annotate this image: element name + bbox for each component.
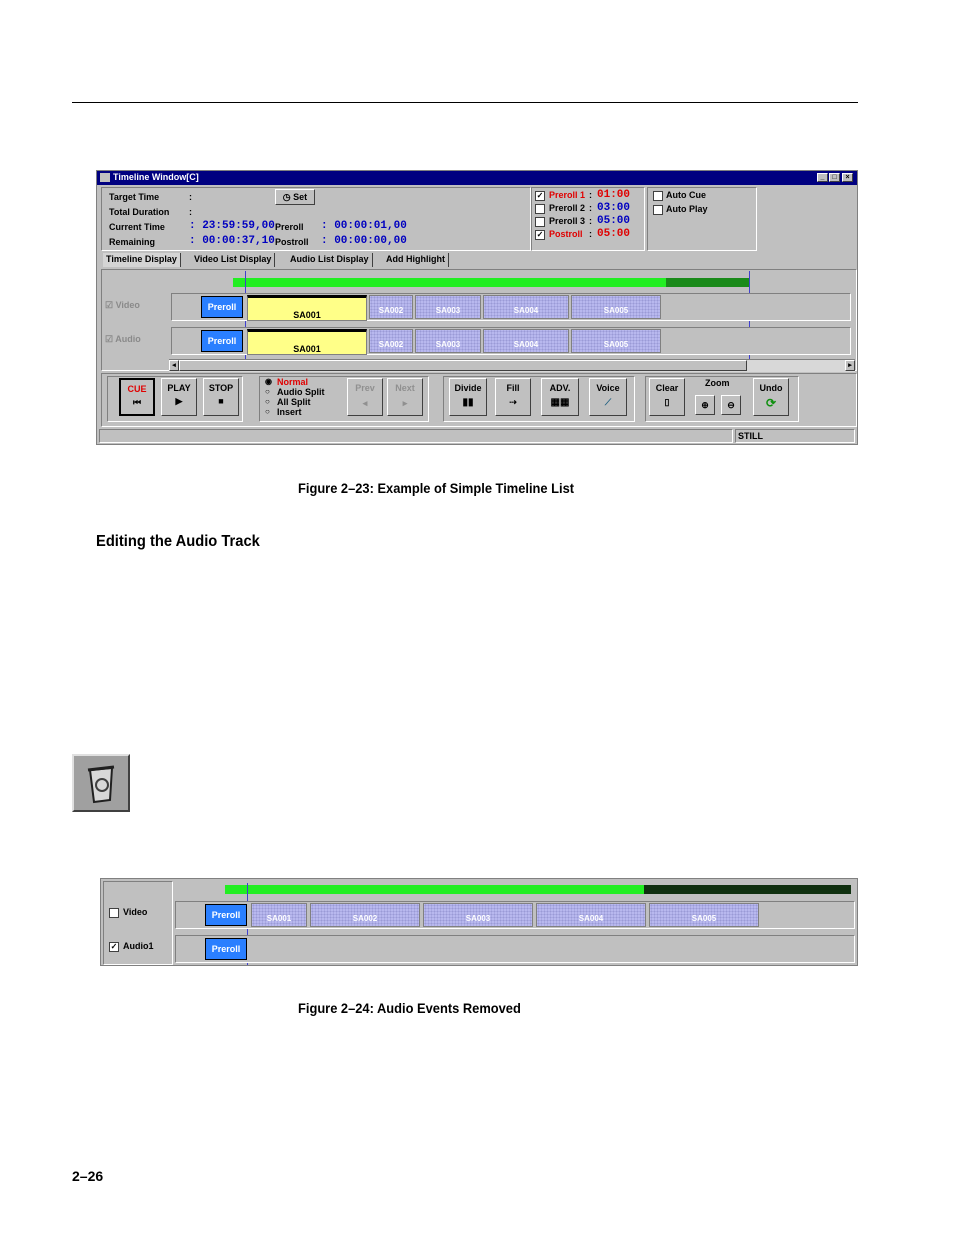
microphone-icon: ⟋ [604, 397, 612, 407]
undo-label: Undo [759, 383, 783, 393]
preroll-option-label: Preroll 3 [549, 216, 586, 226]
next-button[interactable] [387, 378, 423, 416]
clip-block[interactable]: SA004 [483, 295, 569, 319]
adv-button[interactable] [541, 378, 579, 416]
clip-block[interactable]: SA001 [251, 903, 307, 927]
app-icon [100, 173, 110, 182]
preroll-label: Preroll [275, 222, 304, 232]
scroll-thumb[interactable] [179, 360, 747, 371]
postroll-text: 00:00:00,00 [334, 235, 407, 247]
next-icon: ▸ [402, 398, 408, 408]
audio-events-removed-figure [100, 878, 858, 966]
skip-back-icon: ⏮ [132, 397, 142, 407]
clip-block[interactable]: SA003 [415, 295, 481, 319]
remaining-text: 00:00:37,10 [202, 235, 275, 247]
current-time-text: 23:59:59,00 [202, 220, 275, 232]
colon: : [589, 190, 592, 200]
preroll-checkbox[interactable]: ✓ [536, 191, 544, 200]
horizontal-scrollbar[interactable] [169, 359, 855, 372]
clip-block[interactable]: SA002 [369, 295, 413, 319]
tab-video-list-display[interactable]: Video List Display [191, 253, 275, 267]
progress-track [233, 278, 749, 287]
radio-icon[interactable]: ○ [265, 397, 270, 406]
set-button-label: Set [293, 192, 308, 202]
track-checkbox[interactable]: ✓ [110, 942, 118, 951]
colon: : [589, 203, 592, 213]
divide-icon: ▮▮ [462, 397, 474, 408]
postroll-label: Postroll [275, 237, 309, 247]
undo-button[interactable] [753, 378, 789, 416]
colon: : [589, 229, 592, 239]
preroll-value: : 00:00:01,00 [321, 220, 407, 232]
radio-icon[interactable]: ○ [265, 387, 270, 396]
fill-label: Fill [506, 383, 520, 393]
next-label: Next [395, 383, 415, 393]
preroll-text: 00:00:01,00 [334, 220, 407, 232]
close-icon[interactable]: × [842, 173, 853, 182]
clip-block[interactable]: SA003 [423, 903, 533, 927]
preroll-option-value: 01:00 [597, 189, 631, 201]
refresh-icon: ⟳ [765, 396, 777, 410]
tab-timeline-display[interactable]: Timeline Display [103, 253, 181, 267]
fill-icon: ⇢ [509, 397, 517, 407]
timeline-window [96, 170, 858, 445]
preroll-block[interactable]: Preroll [205, 938, 247, 960]
clip-block[interactable]: SA004 [483, 329, 569, 353]
stop-icon: ■ [218, 396, 224, 406]
colon: : [189, 207, 192, 217]
recycle-bin-icon [72, 754, 130, 812]
clip-block[interactable]: SA004 [536, 903, 646, 927]
cue-label: CUE [127, 384, 147, 394]
remaining-label: Remaining [109, 237, 156, 247]
radio-icon[interactable]: ○ [265, 407, 270, 416]
preroll-option-value: 03:00 [597, 202, 631, 214]
preroll-block[interactable]: Preroll [205, 904, 247, 926]
preroll-option-value: 05:00 [597, 215, 631, 227]
colon: : [589, 216, 592, 226]
edit-mode-label: Normal [277, 377, 309, 387]
tab-audio-list-display[interactable]: Audio List Display [287, 253, 373, 267]
page-number: 2–26 [72, 1168, 104, 1184]
target-time-label: Target Time [109, 192, 160, 202]
current-time-value: : 23:59:59,00 [189, 220, 275, 232]
progress-fill [225, 885, 644, 894]
play-button[interactable] [161, 378, 197, 416]
track-label: ☑ Video [105, 300, 140, 310]
track-lane [175, 935, 855, 963]
clip-block[interactable]: SA005 [571, 329, 661, 353]
prev-icon: ◂ [362, 398, 368, 408]
colon: : [189, 192, 192, 202]
divide-button[interactable] [449, 378, 487, 416]
minimize-icon[interactable]: _ [817, 173, 828, 182]
progress-track [225, 885, 851, 894]
figure2-caption: Figure 2–24: Audio Events Removed [298, 1000, 521, 1016]
scroll-right-icon[interactable]: ▸ [845, 360, 855, 371]
section-heading: Editing the Audio Track [96, 533, 260, 550]
edit-mode-label: Insert [277, 407, 302, 417]
track-header-column [103, 881, 173, 965]
preroll-option-label: Preroll 2 [549, 203, 586, 213]
adv-label: ADV. [549, 383, 571, 393]
play-label: PLAY [167, 383, 191, 393]
preroll-block[interactable]: Preroll [201, 330, 243, 352]
total-duration-label: Total Duration [109, 207, 170, 217]
auto-option-label: Auto Play [666, 204, 708, 214]
clip-block[interactable]: SA002 [310, 903, 420, 927]
postroll-value: : 00:00:00,00 [321, 235, 407, 247]
current-time-label: Current Time [109, 222, 165, 232]
title-bar[interactable] [97, 171, 857, 185]
prev-label: Prev [355, 383, 375, 393]
header-rule [72, 102, 858, 103]
clip-block[interactable]: SA002 [369, 329, 413, 353]
clip-block[interactable]: SA001 [247, 329, 367, 355]
divide-label: Divide [454, 383, 482, 393]
radio-icon[interactable]: ◉ [265, 377, 272, 386]
document-icon: ▯ [664, 397, 670, 407]
time-info-panel [101, 187, 531, 251]
track-label: Audio1 [123, 941, 154, 951]
status-mode: STILL [738, 431, 763, 441]
track-label: ☑ Audio [105, 334, 141, 344]
figure1-caption: Figure 2–23: Example of Simple Timeline List [298, 480, 575, 496]
zoom-in-icon[interactable]: ⊕ [695, 395, 715, 415]
voice-label: Voice [596, 383, 620, 393]
voice-button[interactable] [589, 378, 627, 416]
auto-option-checkbox[interactable] [653, 205, 663, 215]
window-title: Timeline Window[C] [113, 172, 199, 182]
clapper-icon: ▦▦ [550, 397, 570, 408]
clip-block[interactable]: SA005 [571, 295, 661, 319]
track-checkbox[interactable] [109, 908, 119, 918]
preroll-checkbox[interactable]: ✓ [536, 230, 544, 239]
preroll-option-label: Preroll 1 [549, 190, 586, 200]
maximize-icon[interactable]: □ [829, 173, 840, 182]
prev-button[interactable] [347, 378, 383, 416]
clip-block[interactable]: SA003 [415, 329, 481, 353]
set-button[interactable] [275, 189, 315, 205]
fill-button[interactable] [495, 378, 531, 416]
stop-button[interactable] [203, 378, 239, 416]
auto-option-label: Auto Cue [666, 190, 706, 200]
edit-mode-label: Audio Split [277, 387, 325, 397]
clock-icon: ◷ [282, 192, 291, 202]
cue-button[interactable] [119, 378, 155, 416]
preroll-option-label: Postroll [549, 229, 583, 239]
status-mode-panel [735, 429, 855, 443]
zoom-out-icon[interactable]: ⊖ [721, 395, 741, 415]
preroll-block[interactable]: Preroll [201, 296, 243, 318]
progress-fill [233, 278, 666, 287]
preroll-checkbox[interactable] [535, 204, 545, 214]
clip-block[interactable]: SA005 [649, 903, 759, 927]
status-message [99, 429, 733, 443]
track-label: Video [123, 907, 148, 917]
edit-mode-label: All Split [277, 397, 311, 407]
scroll-left-icon[interactable]: ◂ [169, 360, 179, 371]
clear-button[interactable] [649, 378, 685, 416]
remaining-value: : 00:00:37,10 [189, 235, 275, 247]
stop-label: STOP [208, 383, 234, 393]
play-icon: ▶ [175, 396, 183, 406]
clip-block[interactable]: SA001 [247, 295, 367, 321]
clear-label: Clear [655, 383, 679, 393]
preroll-option-value: 05:00 [597, 228, 631, 240]
auto-option-checkbox[interactable] [653, 191, 663, 201]
trash-can-icon [74, 756, 128, 810]
preroll-checkbox[interactable] [535, 217, 545, 227]
tab-add-highlight[interactable]: Add Highlight [383, 253, 449, 267]
zoom-label: Zoom [705, 378, 730, 388]
